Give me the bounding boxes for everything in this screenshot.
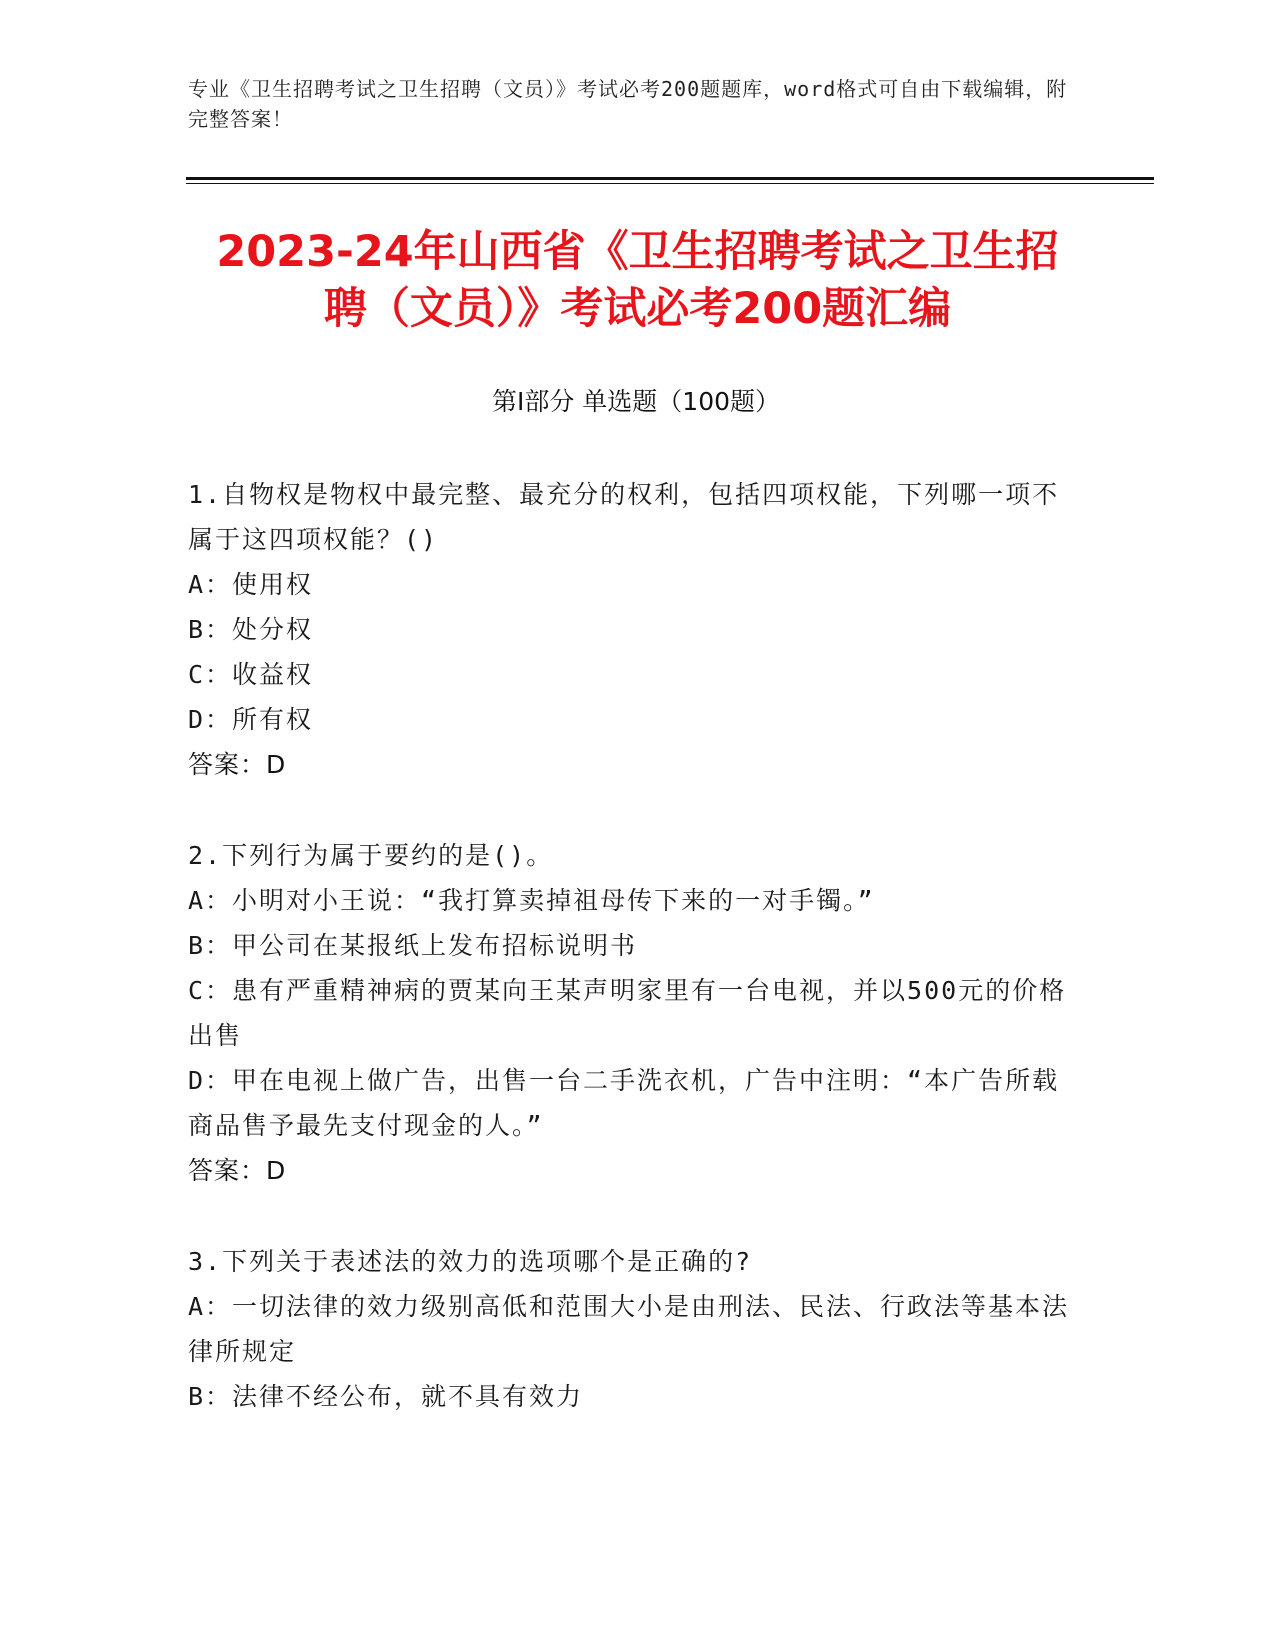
option-a: A：一切法律的效力级别高低和范围大小是由刑法、民法、行政法等基本法律所规定 [188,1292,1070,1366]
question-text: 3.下列关于表述法的效力的选项哪个是正确的? [188,1247,753,1276]
header-divider-thick [186,177,1154,180]
answer: 答案：D [188,750,287,779]
header-divider-thin [186,183,1154,184]
question-2 [188,833,1078,1193]
question-text: 1.自物权是物权中最完整、最充分的权利，包括四项权能，下列哪一项不属于这四项权能？() [188,480,1060,554]
option-d: D：甲在电视上做广告，出售一台二手洗衣机，广告中注明：“本广告所载商品售予最先支付现金的人。” [188,1066,1060,1140]
document-title [160,224,1115,338]
option-b: B：甲公司在某报纸上发布招标说明书 [188,931,638,960]
option-a: A：小明对小王说：“我打算卖掉祖母传下来的一对手镯。” [188,886,875,915]
header-note: 专业《卫生招聘考试之卫生招聘（文员）》考试必考200题题库，word格式可自由下载编辑，附完整答案！ [188,77,1068,131]
option-b: B：处分权 [188,615,314,644]
document-title-line-2: 聘（文员）》考试必考200题汇编 [323,284,952,334]
section-title: 第Ⅰ部分 单选题（100题） [491,387,781,416]
option-c: C：收益权 [188,660,314,689]
option-c: C：患有严重精神病的贾某向王某声明家里有一台电视，并以500元的价格出售 [188,976,1067,1050]
option-b: B：法律不经公布，就不具有效力 [188,1382,584,1411]
question-1 [188,472,1078,787]
option-d: D：所有权 [188,705,314,734]
question-list [188,472,1078,1465]
answer: 答案：D [188,1156,287,1185]
question-text: 2.下列行为属于要约的是()。 [188,841,554,870]
option-a: A：使用权 [188,570,314,599]
document-title-line-1: 2023-24年山西省《卫生招聘考试之卫生招 [216,227,1059,277]
question-3 [188,1239,1078,1419]
